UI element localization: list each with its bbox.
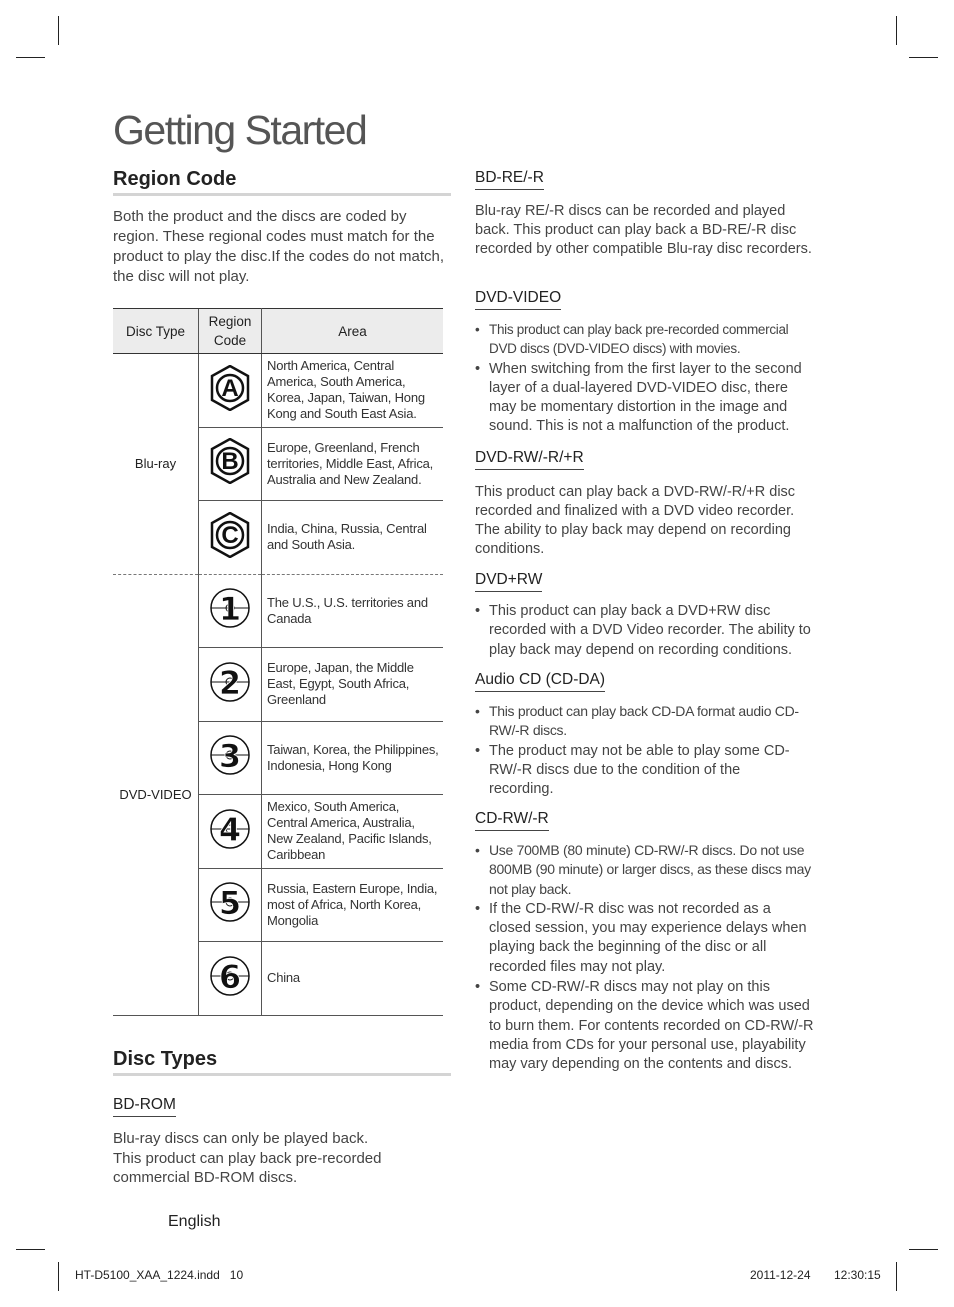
area-text: India, China, Russia, Central and South Asia. xyxy=(262,501,444,575)
region-code-letter: A xyxy=(221,374,239,402)
bd-re-label: BD-RE/-R xyxy=(475,168,544,190)
bd-re-text: Blu-ray RE/-R discs can be recorded and played back. This product can play back a BD-RE/-R disc recorded by other compatible Blu-ray disc recorders. xyxy=(475,203,812,257)
area-text: Mexico, South America, Central America, Australia, New Zealand, Pacific Islands, Caribbean xyxy=(262,795,444,869)
slug-time: 12:30:15 xyxy=(834,1268,881,1282)
dvd-plus-rw-label: DVD+RW xyxy=(475,570,542,592)
region-icon-cell xyxy=(199,721,262,795)
area-text: China xyxy=(262,942,444,1016)
area-text: Europe, Greenland, French territories, Middle East, Africa, Australia and New Zealand. xyxy=(262,427,444,501)
region-icon-cell xyxy=(199,427,262,501)
dvd-rw-text: This product can play back a DVD-RW/-R/+R disc recorded and finalized with a DVD video recorder. The ability to play back may depend on recording conditions. xyxy=(475,484,796,557)
region-code-number: 5 xyxy=(218,884,242,923)
file-slug: HT-D5100_XAA_1224.indd 10 xyxy=(75,1268,244,1282)
dvd-region-2-icon xyxy=(209,661,251,703)
area-text: Taiwan, Korea, the Philippines, Indonesia, Hong Kong xyxy=(262,721,444,795)
area-text: Russia, Eastern Europe, India, most of Africa, North Korea, Mongolia xyxy=(262,868,444,942)
header-region-code: Region Code xyxy=(199,309,262,354)
region-icon-cell xyxy=(199,648,262,722)
disc-type-bluray: Blu-ray xyxy=(113,354,199,575)
list-item: • If the CD-RW/-R disc was not recorded as a closed session, you may experience delays when playing back the beginning of the disc or all recorded files may not play. xyxy=(475,900,815,977)
dvd-region-3-icon xyxy=(209,734,251,776)
disc-types-heading: Disc Types xyxy=(113,1048,218,1070)
crop-mark xyxy=(58,1262,59,1291)
list-item: • This product can play back pre-recorded commercial DVD discs (DVD-VIDEO discs) with movies. xyxy=(475,320,813,359)
crop-mark xyxy=(16,1249,45,1250)
audio-cd-label: Audio CD (CD-DA) xyxy=(475,670,605,692)
region-icon-cell xyxy=(199,574,262,648)
dvd-region-4-icon xyxy=(209,808,251,850)
region-code-number: 1 xyxy=(218,590,242,629)
crop-mark xyxy=(58,16,59,45)
region-code-table xyxy=(113,308,443,1016)
region-code-letter: C xyxy=(221,521,239,549)
dvd-video-heading xyxy=(475,288,561,310)
crop-mark xyxy=(16,57,45,58)
crop-mark xyxy=(896,16,897,45)
area-text: Europe, Japan, the Middle East, Egypt, South Africa, Greenland xyxy=(262,648,444,722)
list-item: • This product can play back CD-DA format audio CD-RW/-R discs. xyxy=(475,702,805,741)
region-icon-cell xyxy=(199,501,262,575)
dvd-region-1-icon xyxy=(209,587,251,629)
dvd-rw-heading xyxy=(475,448,584,470)
audio-cd-heading xyxy=(475,670,605,692)
region-code-heading: Region Code xyxy=(113,168,237,190)
slug-date: 2011-12-24 xyxy=(750,1268,811,1282)
region-icon-cell xyxy=(199,795,262,869)
crop-mark xyxy=(909,1249,938,1250)
header-disc-type: Disc Type xyxy=(113,309,199,354)
disc-type-dvd: DVD-VIDEO xyxy=(113,574,199,1015)
crop-mark xyxy=(909,57,938,58)
area-text: North America, Central America, South America, Korea, Japan, Taiwan, Hong Kong and South East Asia. xyxy=(262,354,444,428)
region-code-number: 6 xyxy=(218,957,242,996)
bd-re-heading xyxy=(475,168,544,190)
dvd-region-5-icon xyxy=(209,881,251,923)
bd-rom-text: Blu-ray discs can only be played back. This product can play back pre-recorded commercial BD-ROM discs. xyxy=(113,1130,382,1186)
cd-rw-list xyxy=(475,841,815,1076)
crop-mark xyxy=(896,1262,897,1291)
region-icon-cell xyxy=(199,942,262,1016)
page-title: Getting Started xyxy=(113,107,367,153)
header-area: Area xyxy=(262,309,444,354)
region-code-number: 2 xyxy=(218,663,242,702)
dvd-video-list xyxy=(475,320,813,438)
dvd-plus-rw-list xyxy=(475,602,815,661)
area-text: The U.S., U.S. territories and Canada xyxy=(262,574,444,648)
region-code-letter: B xyxy=(221,448,239,476)
region-code-number: 3 xyxy=(218,737,242,776)
bluray-region-a-icon xyxy=(210,365,250,411)
region-code-number: 4 xyxy=(218,810,242,849)
cd-rw-label: CD-RW/-R xyxy=(475,809,549,831)
region-intro: Both the product and the discs are coded by region. These regional codes must match for the product to play the disc.If the codes do not match, the disc will not play. xyxy=(113,208,445,285)
list-item: • This product can play back a DVD+RW disc recorded with a DVD Video recorder. The ability to play back may depend on recording conditions. xyxy=(475,602,815,660)
bd-rom-label: BD-ROM xyxy=(113,1095,176,1117)
bluray-region-b-icon xyxy=(210,438,250,484)
dvd-plus-rw-heading xyxy=(475,570,542,592)
dvd-video-label: DVD-VIDEO xyxy=(475,288,561,310)
region-icon-cell xyxy=(199,868,262,942)
bluray-region-c-icon xyxy=(210,512,250,558)
list-item: • The product may not be able to play some CD-RW/-R discs due to the condition of the recording. xyxy=(475,742,805,800)
dvd-rw-label: DVD-RW/-R/+R xyxy=(475,448,584,470)
section-rule xyxy=(113,1073,451,1076)
section-rule xyxy=(113,193,451,196)
region-icon-cell xyxy=(199,354,262,428)
page-language-label: English xyxy=(168,1213,221,1230)
list-item: • When switching from the first layer to the second layer of a dual-layered DVD-VIDEO disc, there may be momentary distortion in the image and sound. This is not a malfunction of the product. xyxy=(475,360,813,437)
list-item: • Use 700MB (80 minute) CD-RW/-R discs. Do not use 800MB (90 minute) or larger discs, as these discs may not play back. xyxy=(475,841,815,899)
list-item: • Some CD-RW/-R discs may not play on this product, depending on the device which was used to burn them. For contents recorded on CD-RW/-R media from CDs for your personal use, playability may vary depending on the contents and discs. xyxy=(475,978,815,1074)
audio-cd-list xyxy=(475,702,805,800)
cd-rw-heading xyxy=(475,809,549,831)
bd-rom-heading xyxy=(113,1095,176,1117)
dvd-region-6-icon xyxy=(209,955,251,997)
